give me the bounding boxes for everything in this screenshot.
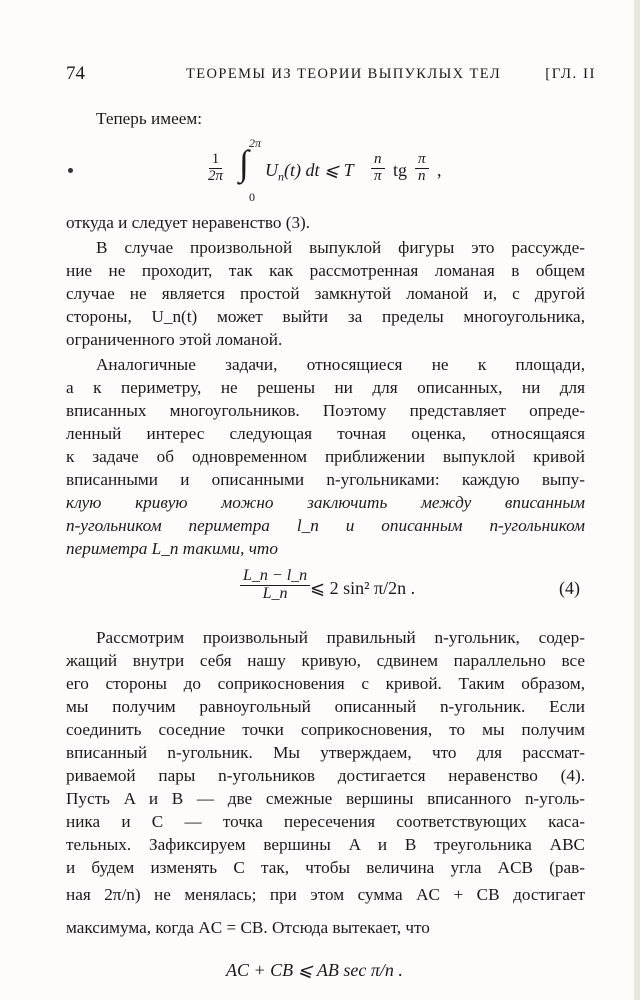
text-line: вписанных многоугольников. Поэтому представляет опреде- <box>66 401 585 420</box>
rhs: ⩽ 2 sin² π/2n . <box>310 578 416 598</box>
text-line: соединить соседние точки соприкосновения, то мы получим <box>66 720 585 739</box>
text-line-italic: n-угольником периметра l_n и описанным n-угольником <box>66 516 585 535</box>
integrand: $U_n(t)$ dt ⩽ T <box>265 160 354 184</box>
text-line: Пусть A и B — две смежные вершины вписанного n-уголь- <box>66 789 585 808</box>
text-line: ние не проходит, так как рассмотренная ломаная в общем <box>66 261 585 280</box>
text-line: к задаче об одновременном приближении выпуклой кривой <box>66 447 585 466</box>
text-line-italic: периметра L_n такими, что <box>66 539 278 558</box>
fraction-pi-n: $\frac{\pi}{n}$ <box>415 152 429 185</box>
text-line: откуда и следует неравенство (3). <box>66 213 311 232</box>
ratio-fraction: $\frac{L\_n - l\_n}{L\_n}$ <box>240 568 310 603</box>
text-line: В случае произвольной выпуклой фигуры это рассужде- <box>96 238 585 257</box>
equation-label: (4) <box>559 578 580 598</box>
text-line: риваемой пары n-угольников достигается неравенство (4). <box>66 766 585 785</box>
text-line: максимума, когда AC = CB. Отсюда вытекает, что <box>66 918 430 937</box>
chapter-label: [ГЛ. II <box>545 66 596 82</box>
text-line: и будем изменять C так, чтобы величина угла ACB (рав- <box>66 858 585 877</box>
text-line: Аналогичные задачи, относящиеся не к площади, <box>96 355 585 374</box>
formula-ac-cb: AC + CB ⩽ AB sec π/n . <box>226 960 403 980</box>
formula-inequality-4 <box>240 566 590 616</box>
lower-limit: 0 <box>249 190 255 204</box>
text-line: стороны, U_n(t) может выйти за пределы многоугольника, <box>66 307 585 326</box>
text-line-italic: клую кривую можно заключить между вписанным <box>66 493 585 512</box>
integral-sign: ∫ <box>239 143 249 183</box>
text-line: ограниченного этой ломаной. <box>66 330 283 349</box>
fraction-n-pi: $\frac{n}{\pi}$ <box>371 152 385 185</box>
running-title: ТЕОРЕМЫ ИЗ ТЕОРИИ ВЫПУКЛЫХ ТЕЛ <box>186 66 502 82</box>
text-line: вписанными и описанными n-угольниками: каждую выпу- <box>66 470 585 489</box>
page-edge <box>634 0 640 1000</box>
upper-limit: 2π <box>249 136 262 150</box>
coef-fraction: $\frac{1}{2\pi}$ <box>208 151 224 184</box>
text-line: ленный интерес следующая точная оценка, относящаяся <box>66 424 585 443</box>
text-line: а к периметру, не решены ни для описанных, ни для <box>66 378 585 397</box>
text-line: Рассмотрим произвольный правильный n-угольник, содер- <box>96 628 585 647</box>
text-line: случае не является простой замкнутой ломаной и, с другой <box>66 284 585 303</box>
formula-integral: $\frac{1}{2\pi}$ 2π ∫ 0 $U_n(t)$ dt ⩽ T $\frac{n}{\pi}$ tg $\frac{\pi}{n}$ , <box>205 140 465 210</box>
text-line: ника и C — точка пересечения соответствующих каса- <box>66 812 585 831</box>
margin-mark <box>68 168 73 173</box>
text-line: вписанный n-угольник. Мы утверждаем, что для рассмат- <box>66 743 585 762</box>
text-line: тельных. Зафиксируем вершины A и B треугольника ABC <box>66 835 585 854</box>
page-number: 74 <box>66 63 85 84</box>
tg-function: tg <box>393 160 408 180</box>
text-line: мы получим равноугольный описанный n-угольник. Если <box>66 697 585 716</box>
intro-line: Теперь имеем: <box>96 109 203 128</box>
running-header <box>66 63 596 87</box>
text-line: его стороны до соприкосновения с кривой. Таким образом, <box>66 674 585 693</box>
text-line: ная 2π/n) не менялась; при этом сумма AC + CB достигает <box>66 885 585 904</box>
text-line: жащий внутри себя нашу кривую, сдвинем параллельно все <box>66 651 585 670</box>
